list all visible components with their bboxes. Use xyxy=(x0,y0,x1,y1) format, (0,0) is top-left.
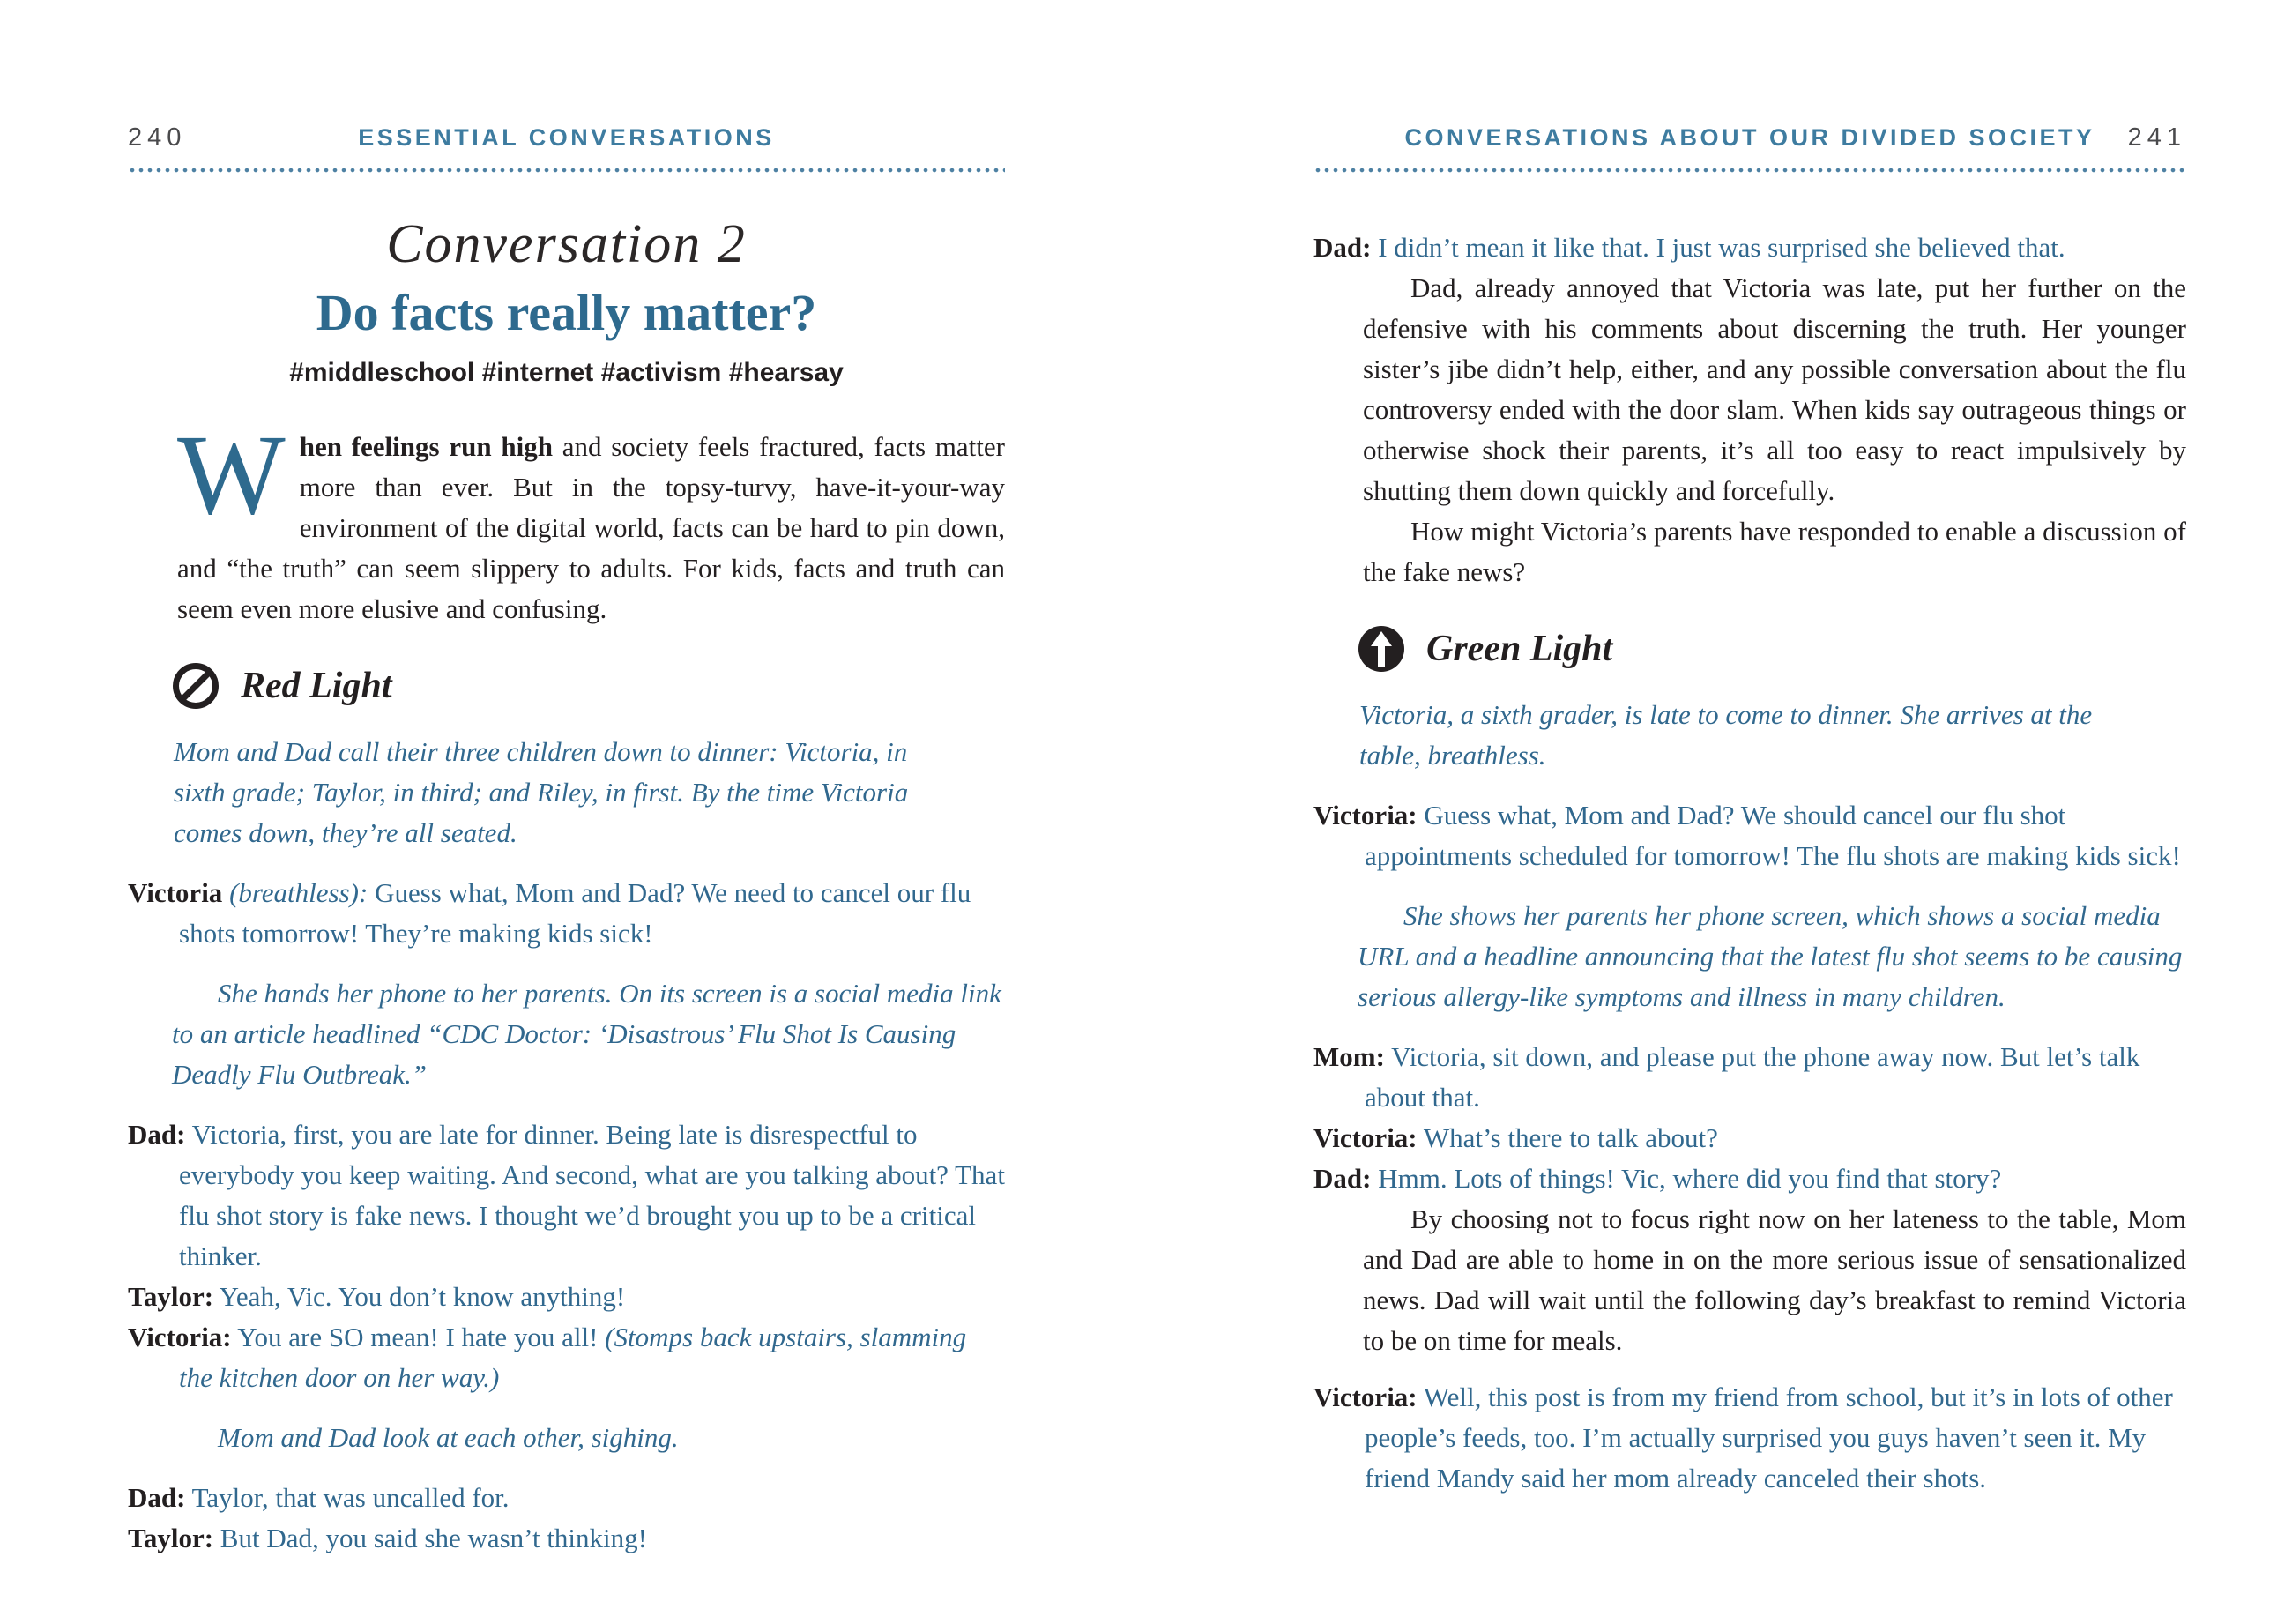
speaker-label: Mom: xyxy=(1313,1041,1385,1072)
speaker-label: Victoria xyxy=(128,877,223,908)
dialogue-text: Yeah, Vic. You don’t know anything! xyxy=(219,1281,626,1312)
stage-direction: She shows her parents her phone screen, which shows a social media URL and a headline announcing that the latest flu shot seems to be causing serious allergy-like symptoms and illness in many children. xyxy=(1358,900,2183,1012)
speaker-label: Victoria: xyxy=(1313,800,1418,831)
speaker-label: Dad: xyxy=(1313,232,1372,263)
green-light-heading xyxy=(1358,624,2186,674)
left-running-head-row xyxy=(128,120,1005,155)
speaker-label: Taylor: xyxy=(128,1523,214,1553)
dialogue-text: Guess what, Mom and Dad? We should cancel our flu shot appointments scheduled for tomorrow! The flu shots are making kids sick! xyxy=(1365,800,2181,871)
left-running-head: ESSENTIAL CONVERSATIONS xyxy=(358,124,775,151)
dialogue-text: I didn’t mean it like that. I just was surprised she believed that. xyxy=(1378,232,2065,263)
arrow-up-circle-icon xyxy=(1358,625,1405,673)
dialogue-victoria xyxy=(1313,1377,2186,1499)
right-running-head: CONVERSATIONS ABOUT OUR DIVIDED SOCIETY xyxy=(1404,124,2095,151)
dialogue-dad xyxy=(1313,1158,2186,1199)
red-light-heading xyxy=(172,661,1005,711)
chapter-title: Do facts really matter? xyxy=(316,284,817,341)
dialogue-victoria xyxy=(1313,795,2186,876)
left-dotted-rule xyxy=(128,168,1005,173)
dialogue-text: Hmm. Lots of things! Vic, where did you find that story? xyxy=(1378,1163,2002,1194)
dialogue-text: Guess what, Mom and Dad? We need to cancel our flu shots tomorrow! They’re making kids sick! xyxy=(179,877,971,949)
dialogue-text: Well, this post is from my friend from school, but it’s in lots of other people’s feeds, too. I’m actually surprised you guys haven’t seen it. My friend Mandy said her mom already canceled their shots. xyxy=(1365,1382,2173,1494)
right-running-head-row xyxy=(1313,120,2186,155)
stage-direction: Victoria, a sixth grader, is late to come to dinner. She arrives at the table, breathless. xyxy=(1359,699,2093,771)
dialogue-mom xyxy=(1313,1037,2186,1118)
prohibition-icon xyxy=(172,662,220,710)
intro-rest: and society feels fractured, facts matter more than ever. But in the topsy-turvy, have-it-your-way environment of the digital world, facts can be hard to pin down, and “the truth” can seem slippery to adults. For kids, facts and truth can seem even more elusive and confusing. xyxy=(177,431,1005,624)
drop-cap: W xyxy=(177,412,286,539)
dialogue-victoria xyxy=(128,873,1005,954)
dialogue-victoria xyxy=(128,1317,1005,1398)
commentary-paragraph: Dad, already annoyed that Victoria was late, put her further on the defensive with his comments about discerning the truth. Her younger sister’s jibe didn’t help, either, and any possible conversation about the flu controversy ended with the door slam. When kids say outrageous things or otherwise shock their parents, it’s all too easy to react impulsively by shutting them down quickly and forcefully. xyxy=(1363,272,2186,506)
dialogue-text: Victoria, first, you are late for dinner. Being late is disrespectful to everybody you keep waiting. And second, what are you talking about? That flu shot story is fake news. I thought we’d brought you up to be a critical thinker. xyxy=(179,1119,1005,1271)
dialogue-text: Taylor, that was uncalled for. xyxy=(191,1482,510,1513)
dialogue-victoria xyxy=(1313,1118,2186,1158)
dialogue-dad xyxy=(128,1114,1005,1277)
dialogue-dad xyxy=(128,1478,1005,1518)
stage-direction: Mom and Dad call their three children down to dinner: Victoria, in sixth grade; Taylor, in third; and Riley, in first. By the time Victoria comes down, they’re all seated. xyxy=(174,736,909,848)
page-right xyxy=(1146,0,2292,1624)
dialogue-text: What’s there to talk about? xyxy=(1423,1122,1718,1153)
right-dotted-rule xyxy=(1313,168,2186,173)
left-page-number: 240 xyxy=(128,123,187,152)
commentary-paragraph: How might Victoria’s parents have responded to enable a discussion of the fake news? xyxy=(1363,516,2186,587)
speaker-label: Victoria: xyxy=(128,1322,232,1352)
intro-paragraph xyxy=(177,412,1005,629)
right-page-number: 241 xyxy=(2127,123,2186,152)
dialogue-taylor xyxy=(128,1277,1005,1317)
speaker-label: Taylor: xyxy=(128,1281,214,1312)
stage-aside: (Stomps back upstairs, slamming the kitchen door on her way.) xyxy=(179,1322,967,1393)
stage-direction: She hands her phone to her parents. On its screen is a social media link to an article headlined “CDC Doctor: ‘Disastrous’ Flu Shot Is Causing Deadly Flu Outbreak.” xyxy=(172,978,1001,1090)
speaker-label: Dad: xyxy=(1313,1163,1372,1194)
speaker-label: Dad: xyxy=(128,1119,186,1150)
red-light-label: Red Light xyxy=(241,666,392,706)
dialogue-text: Victoria, sit down, and please put the phone away now. But let’s talk about that. xyxy=(1365,1041,2140,1113)
dialogue-taylor xyxy=(128,1518,1005,1559)
speaker-label: Victoria: xyxy=(1313,1382,1418,1412)
dialogue-dad xyxy=(1313,227,2186,268)
dialogue-text: But Dad, you said she wasn’t thinking! xyxy=(220,1523,647,1553)
intro-bold-lead: hen feelings run high xyxy=(299,431,553,462)
hashtag-line: #middleschool #internet #activism #hearsay xyxy=(289,358,844,387)
green-light-label: Green Light xyxy=(1426,629,1613,669)
speaker-label: Dad: xyxy=(128,1482,186,1513)
dialogue-text: You are SO mean! I hate you all! xyxy=(237,1322,599,1352)
conversation-script-title: Conversation 2 xyxy=(386,214,747,274)
commentary-paragraph: By choosing not to focus right now on her lateness to the table, Mom and Dad are able to home in on the more serious issue of sensationalized news. Dad will wait until the following day’s breakfast to remind Victoria to be on time for meals. xyxy=(1363,1203,2186,1356)
speaker-label: Victoria: xyxy=(1313,1122,1418,1153)
stage-direction: Mom and Dad look at each other, sighing. xyxy=(218,1422,679,1453)
speaker-aside: (breathless): xyxy=(229,877,368,908)
